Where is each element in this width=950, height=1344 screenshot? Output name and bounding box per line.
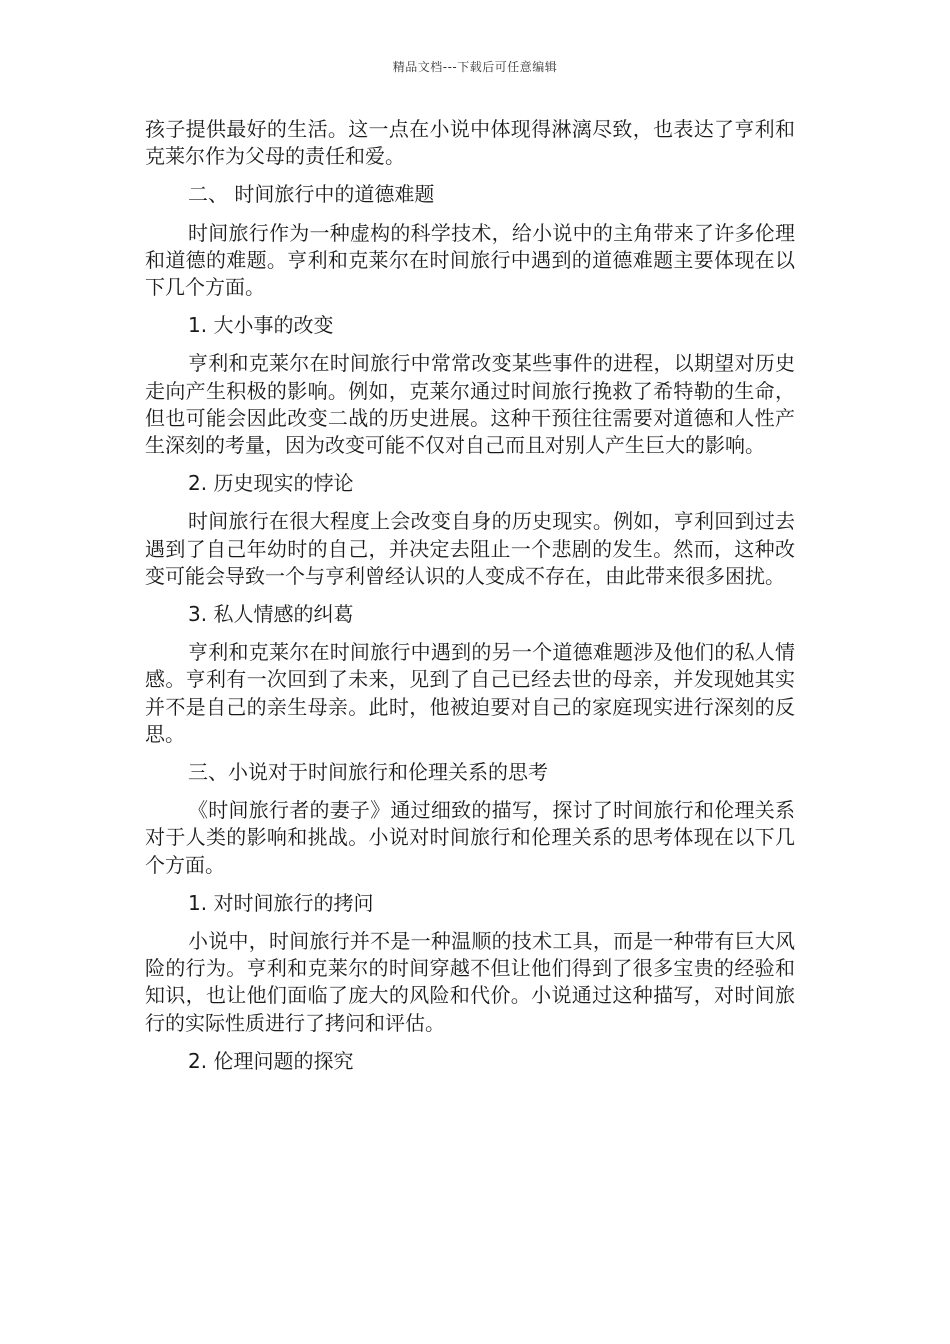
section-heading: 二、 时间旅行中的道德难题 — [188, 182, 435, 207]
paragraph: 亨利和克莱尔在时间旅行中遇到的另一个道德难题涉及他们的私人情感。亨利有一次回到了未来，见到了自己已经去世的母亲，并发现她其实并不是自己的亲生母亲。此时，他被迫要对自己的家庭现实进行深刻的反思。 — [145, 640, 795, 746]
paragraph: 时间旅行在很大程度上会改变自身的历史现实。例如，亨利回到过去遇到了自己年幼时的自己，并决定去阻止一个悲剧的发生。然而，这种改变可能会导致一个与亨利曾经认识的人变成不存在，由此带来很多困扰。 — [145, 509, 795, 588]
document-body — [145, 116, 795, 1086]
subsection-heading: 1. 大小事的改变 — [188, 313, 334, 338]
subsection-heading: 2. 伦理问题的探究 — [188, 1048, 354, 1073]
subsection-heading: 2. 历史现实的悖论 — [188, 471, 354, 496]
paragraph: 时间旅行作为一种虚构的科学技术，给小说中的主角带来了许多伦理和道德的难题。亨利和克莱尔在时间旅行中遇到的道德难题主要体现在以下几个方面。 — [145, 220, 795, 300]
paragraph: 孩子提供最好的生活。这一点在小说中体现得淋漓尽致，也表达了亨利和克莱尔作为父母的责任和爱。 — [145, 117, 795, 169]
paragraph: 小说中，时间旅行并不是一种温顺的技术工具，而是一种带有巨大风险的行为。亨利和克莱尔的时间穿越不但让他们得到了很多宝贵的经验和知识，也让他们面临了庞大的风险和代价。小说通过这种描写，对时间旅行的实际性质进行了拷问和评估。 — [145, 929, 795, 1035]
page-header: 精品文档---下载后可任意编辑 — [392, 60, 558, 74]
paragraph: 《时间旅行者的妻子》通过细致的描写，探讨了时间旅行和伦理关系对于人类的影响和挑战。小说对时间旅行和伦理关系的思考体现在以下几个方面。 — [145, 798, 795, 877]
paragraph: 亨利和克莱尔在时间旅行中常常改变某些事件的进程，以期望对历史走向产生积极的影响。例如，克莱尔通过时间旅行挽救了希特勒的生命，但也可能会因此改变二战的历史进展。这种干预往往需要对道德和人性产生深刻的考量，因为改变可能不仅对自己而且对别人产生巨大的影响。 — [145, 351, 795, 458]
section-heading: 三、小说对于时间旅行和伦理关系的思考 — [188, 760, 548, 785]
subsection-heading: 3. 私人情感的纠葛 — [188, 602, 354, 627]
subsection-heading: 1. 对时间旅行的拷问 — [188, 890, 374, 915]
